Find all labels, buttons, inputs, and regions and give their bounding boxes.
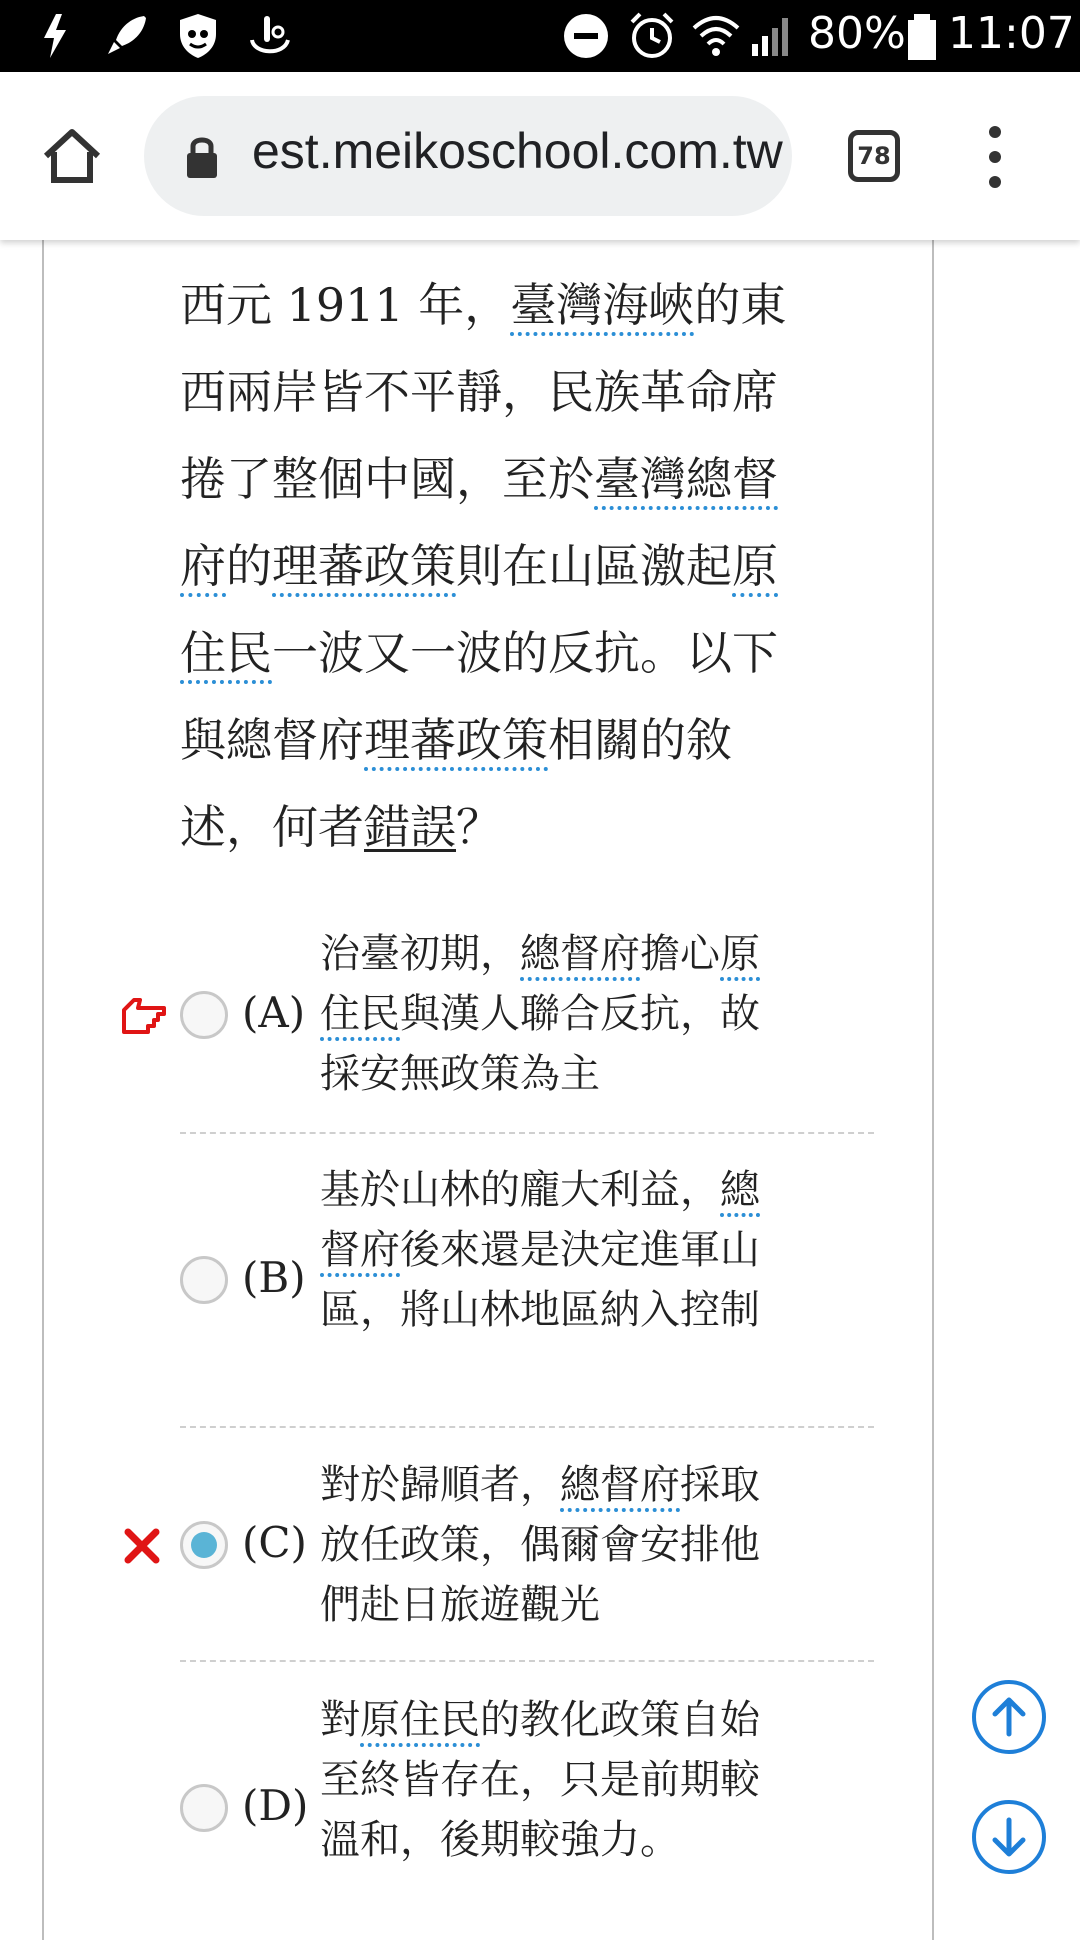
option-text-part: 基於山林的龐大利益， [320, 1167, 720, 1213]
option-text-part: 治臺初期， [320, 931, 520, 977]
radio-c[interactable] [180, 1521, 228, 1569]
option-text-part: 對 [320, 1697, 360, 1743]
question-text: 的 [226, 539, 272, 593]
browser-toolbar [0, 72, 1080, 240]
scroll-up-button[interactable] [972, 1680, 1046, 1754]
term-link[interactable]: 總督府 [560, 1462, 680, 1512]
option-text-part: 與漢人聯合反抗，故採安無政策為主 [320, 991, 760, 1097]
option-text-part: 的教化政策自始至終皆存在，只是前期較溫和，後期較強力。 [320, 1697, 760, 1863]
lock-icon [184, 134, 220, 180]
pointing-hand-icon [120, 992, 168, 1040]
option-label: (B) [242, 1253, 306, 1302]
signal-icon [746, 10, 798, 62]
term-link[interactable]: 臺灣總督府 [180, 452, 778, 597]
option-text-part: 擔心 [640, 931, 720, 977]
status-bar [0, 0, 1080, 72]
divider [180, 1660, 874, 1662]
term-link[interactable]: 理蕃政策 [272, 539, 456, 597]
term-link[interactable]: 總督府 [320, 1167, 760, 1277]
hand-icon [244, 10, 296, 62]
divider [180, 1426, 874, 1428]
scroll-down-button[interactable] [972, 1800, 1046, 1874]
flash-icon [30, 10, 82, 62]
clock: 11:07 [948, 8, 1075, 59]
option-label: (C) [242, 1518, 307, 1567]
option-text-part: 採取放任政策，偶爾會安排他們赴日旅遊觀光 [320, 1462, 760, 1628]
emphasis-negation: 錯誤 [364, 800, 456, 854]
term-link[interactable]: 理蕃政策 [364, 713, 548, 771]
tab-switcher-button[interactable]: 78 [848, 130, 900, 182]
question-text: 相關的敘述，何者 [180, 713, 732, 854]
question-text: 則在山區激起 [456, 539, 732, 593]
arrow-up-icon [976, 1684, 1042, 1750]
arrow-down-icon [976, 1804, 1042, 1870]
address-bar[interactable] [144, 96, 792, 216]
option-text-part: 後來還是決定進軍山區，將山林地區納入控制 [320, 1227, 760, 1333]
question-stem [180, 262, 820, 871]
wifi-icon [690, 10, 742, 62]
question-text: ？ [456, 800, 502, 854]
option-text [320, 1455, 760, 1635]
term-link[interactable]: 原住民 [320, 931, 760, 1041]
radio-a[interactable] [180, 991, 228, 1039]
divider [180, 1132, 874, 1134]
question-text: 一波又一波的反抗。以下與總督府 [180, 626, 778, 767]
wrong-answer-icon [124, 1528, 160, 1564]
battery-percent: 80% [808, 8, 906, 59]
question-text: 的東西兩岸皆不平靜，民族革命席捲了整個中國，至於 [180, 278, 787, 506]
option-text [320, 924, 760, 1104]
dnd-icon [560, 10, 612, 62]
radio-d[interactable] [180, 1784, 228, 1832]
option-text [320, 1690, 760, 1870]
question-text: 西元 1911 年， [180, 278, 511, 332]
home-icon[interactable] [38, 122, 106, 190]
option-label: (D) [242, 1781, 309, 1830]
battery-icon [896, 10, 948, 62]
overflow-menu-icon[interactable] [980, 124, 1010, 190]
rocket-icon [100, 10, 152, 62]
option-text-part: 對於歸順者， [320, 1462, 560, 1508]
radio-b[interactable] [180, 1256, 228, 1304]
term-link[interactable]: 原住民 [180, 539, 778, 684]
option-label: (A) [242, 988, 306, 1037]
term-link[interactable]: 總督府 [520, 931, 640, 981]
term-link[interactable]: 原住民 [360, 1697, 480, 1747]
alarm-icon [626, 10, 678, 62]
option-text [320, 1160, 760, 1340]
shield-icon [172, 10, 224, 62]
url-text: est.meikoschool.com.tw [252, 123, 783, 179]
term-link[interactable]: 臺灣海峽 [510, 278, 694, 336]
